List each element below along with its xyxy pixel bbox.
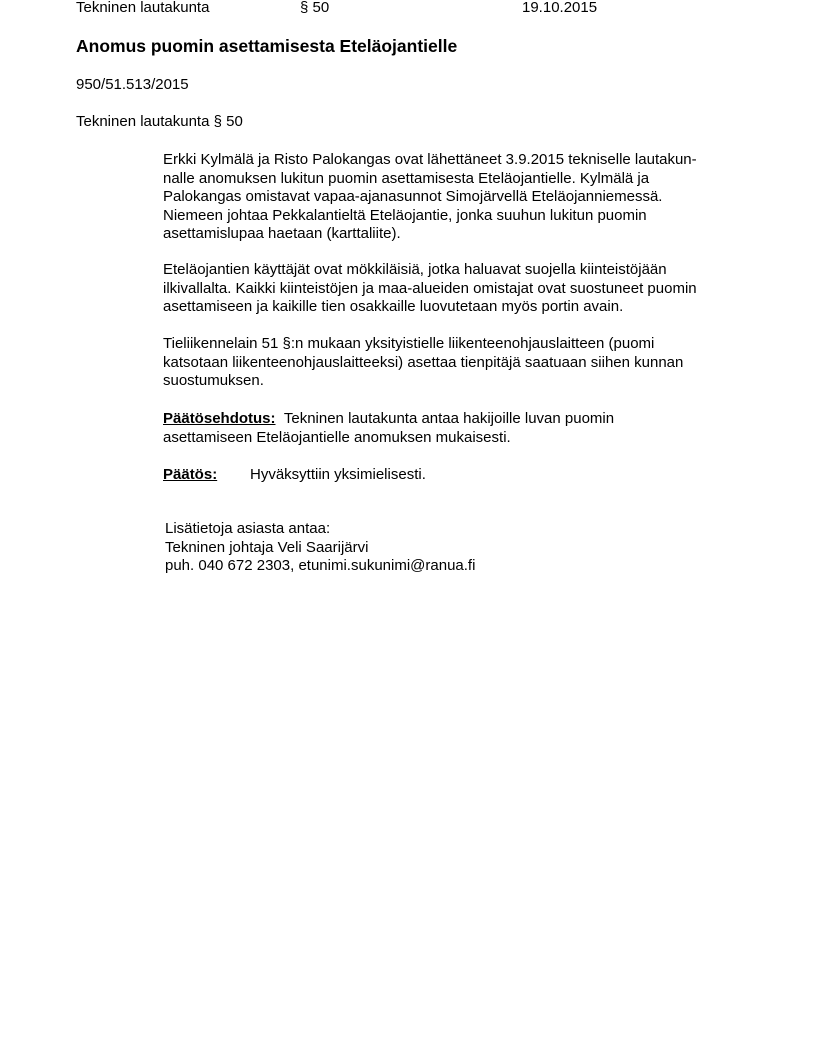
contact-info — [165, 520, 475, 576]
decision-text: Hyväksyttiin yksimielisesti. — [250, 466, 426, 483]
decision-label: Päätös: — [163, 466, 218, 483]
text-line: Niemeen johtaa Pekkalantieltä Eteläojantie, jonka suuhun lukitun puomin — [163, 206, 647, 224]
header-body: Tekninen lautakunta — [76, 0, 210, 16]
paragraph-1 — [163, 151, 697, 244]
text-line: katsotaan liikenteenohjauslaitteeksi) asettaa tienpitäjä saatuaan siihen kunnan — [163, 353, 684, 371]
page-title: Anomus puomin asettamisesta Eteläojantielle — [76, 36, 458, 56]
proposal-label: Päätösehdotus: — [163, 410, 276, 427]
text-line: ilkivallalta. Kaikki kiinteistöjen ja maa-alueiden omistajat ovat suostuneet puomin — [163, 279, 697, 297]
header-date: 19.10.2015 — [522, 0, 598, 16]
text-line: Tieliikennelain 51 §:n mukaan yksityistielle liikenteenohjauslaitteen (puomi — [163, 335, 655, 352]
record-number: 950/51.513/2015 — [76, 76, 189, 93]
contact-line: Lisätietoja asiasta antaa: — [165, 520, 331, 537]
section-reference: Tekninen lautakunta § 50 — [76, 113, 243, 130]
paragraph-3 — [163, 335, 683, 391]
proposal-text: asettamiseen Eteläojantielle anomuksen mukaisesti. — [163, 428, 511, 446]
text-line: asettamislupaa haetaan (karttaliite). — [163, 225, 401, 242]
text-line: Palokangas omistavat vapaa-ajanasunnot Simojärvellä Eteläojanniemessä. — [163, 188, 663, 205]
proposal — [163, 410, 614, 447]
text-line: Erkki Kylmälä ja Risto Palokangas ovat lähettäneet 3.9.2015 tekniselle lautakun- — [163, 151, 697, 168]
text-line: Eteläojantien käyttäjät ovat mökkiläisiä, jotka haluavat suojella kiinteistöjään — [163, 261, 667, 278]
header-section: § 50 — [300, 0, 330, 16]
paragraph-2 — [163, 261, 697, 317]
text-line: suostumuksen. — [163, 372, 264, 389]
text-line: asettamiseen ja kaikille tien osakkaille luovutetaan myös portin avain. — [163, 298, 624, 315]
text-line: nalle anomuksen lukitun puomin asettamisesta Eteläojantielle. Kylmälä ja — [163, 169, 650, 187]
proposal-text: Tekninen lautakunta antaa hakijoille luvan puomin — [283, 410, 615, 427]
contact-line: Tekninen johtaja Veli Saarijärvi — [165, 538, 369, 556]
contact-line: puh. 040 672 2303, etunimi.sukunimi@ranua.fi — [165, 557, 476, 574]
